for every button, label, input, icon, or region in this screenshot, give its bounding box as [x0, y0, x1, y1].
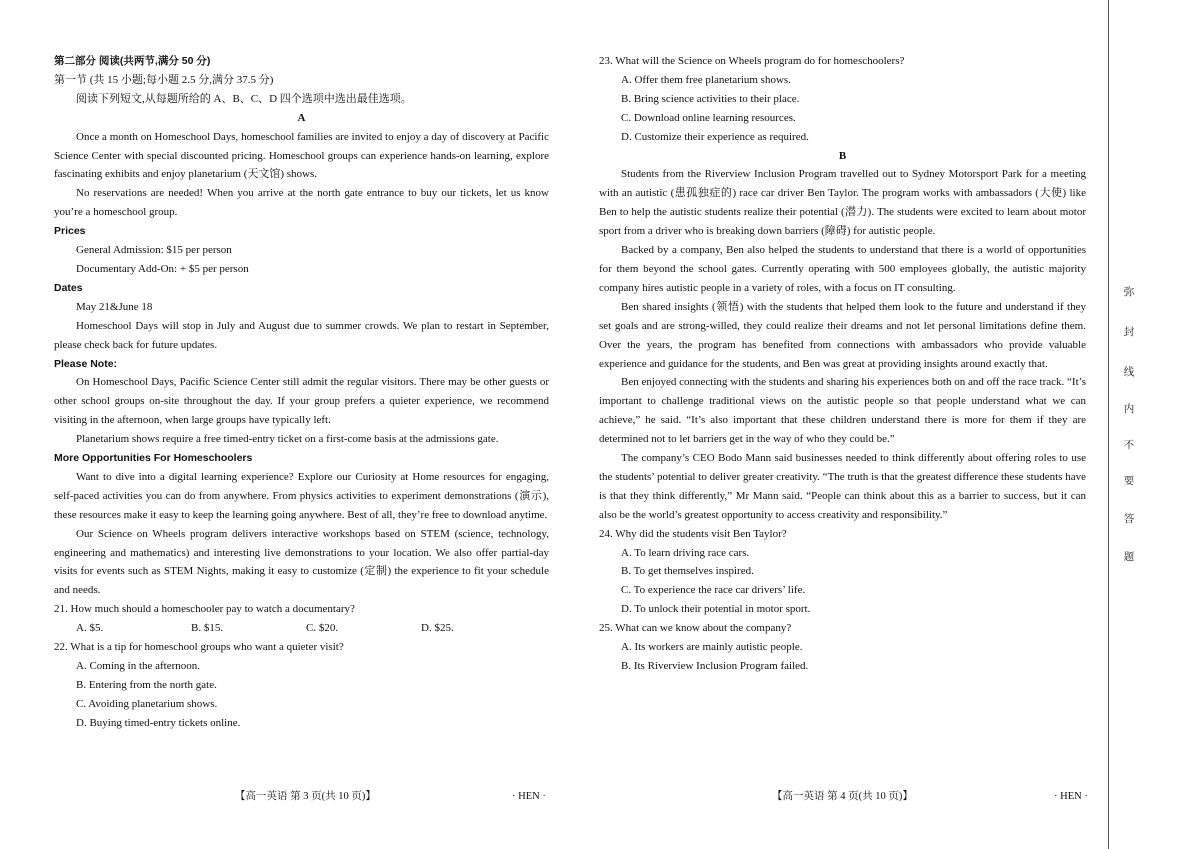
- option-b: B. Entering from the north gate.: [76, 678, 217, 691]
- page-footer-right: 【高一英语 第 4 页(共 10 页)】: [772, 791, 913, 802]
- option-c: C. To experience the race car drivers’ life.: [621, 584, 806, 597]
- question-25: 25. What can we know about the company?: [599, 622, 792, 635]
- option-a: A. Offer them free planetarium shows.: [621, 73, 791, 86]
- option-b: B. To get themselves inspired.: [621, 565, 754, 578]
- passage-a-letter: A: [297, 111, 306, 124]
- passage-b-paragraph: Students from the Riverview Inclusion Program travelled out to Sydney Motorsport Park for a meeting with an autistic (患孤独症的) race car driver Ben Taylor. The program works with ambassadors (大使) like Ben to help the autistic students realize their potential (潜力). The students were excited to learn about motor sport from a driver who is breaking down barriers (障碍) for autistic people.: [599, 168, 1086, 238]
- passage-a-paragraph: Want to dive into a digital learning experience? Explore our Curiosity at Home resources for engaging, self-paced activities you can do from anywhere. From physics activities to experiment demonstrations (演示), these resources make it easy to keep the learning going anywhere. Best of all, they’re free to download anytime.: [54, 470, 549, 521]
- subsection-title: 第一节 (共 15 小题;每小题 2.5 分,满分 37.5 分): [54, 73, 274, 86]
- option-a: A. $5.: [76, 622, 104, 635]
- question-22: 22. What is a tip for homeschool groups who want a quieter visit?: [54, 641, 344, 654]
- left-page-column: [54, 52, 549, 733]
- page-code-right: · HEN ·: [1054, 791, 1088, 802]
- page-code-left: · HEN ·: [512, 791, 546, 802]
- option-b: B. Its Riverview Inclusion Program failed.: [621, 660, 809, 672]
- option-a: A. Its workers are mainly autistic people.: [621, 641, 803, 654]
- passage-b-paragraph: Ben enjoyed connecting with the students and sharing his experiences both on and off the race track. “It’s important to challenge traditional views on the autistic people so that people understand what we can achieve,” he said. “It’s also important that these children understand there is more for them if they are determined not to let barriers get in the way of who they could be.”: [599, 376, 1086, 446]
- passage-a-paragraph: Our Science on Wheels program delivers interactive workshops based on STEM (science, technology, engineering and mathematics) and interesting live demonstrations to your location. We also offer partial-day visits for events such as STEM Nights, making it easy to customize (定制) the experience to fit your schedule and needs.: [54, 527, 549, 597]
- option-c: C. $20.: [306, 622, 339, 635]
- option-d: D. Customize their experience as required.: [621, 130, 809, 143]
- instruction: 阅读下列短文,从每题所给的 A、B、C、D 四个选项中选出最佳选项。: [76, 92, 412, 105]
- option-d: D. Buying timed-entry tickets online.: [76, 716, 241, 729]
- heading-more-opportunities: More Opportunities For Homeschoolers: [54, 452, 253, 465]
- seal-char: 要: [1123, 475, 1135, 487]
- option-a: A. To learn driving race cars.: [621, 546, 750, 559]
- heading-prices: Prices: [54, 225, 86, 238]
- seal-line: [1108, 0, 1109, 849]
- question-21: 21. How much should a homeschooler pay to watch a documentary?: [54, 603, 355, 616]
- passage-a-paragraph: On Homeschool Days, Pacific Science Center still admit the regular visitors. There may be other guests or other school groups on-site throughout the day. If your group prefers a quieter experience, we recommend visiting in the afternoon, when large groups have typically left.: [54, 376, 549, 427]
- passage-b-paragraph: Backed by a company, Ben also helped the students to understand that there is a world of opportunities for them beyond the school gates. Currently operating with 500 employees globally, the autistic majority company hires autistic people in a variety of roles, with a focus on IT consulting.: [599, 244, 1086, 294]
- question-21-options: [54, 619, 549, 638]
- price-documentary: Documentary Add-On: + $5 per person: [76, 262, 249, 275]
- passage-a-paragraph: No reservations are needed! When you arrive at the north gate entrance to buy our tickets, let us know you’re a homeschool group.: [54, 187, 549, 219]
- passage-b-paragraph: Ben shared insights (领悟) with the students that helped them look to the future and understand if they set goals and are strong-willed, they could realize their dreams and not let personal limitations define them. Over the years, the program has benefited from connections with ambassadors who provide valuable experience and guidance for the students, and Ben was great at providing insights around exactly that.: [599, 300, 1086, 370]
- passage-b-letter: B: [838, 149, 847, 162]
- passage-a-paragraph: Once a month on Homeschool Days, homeschool families are invited to enjoy a day of discovery at Pacific Science Center with special discounted pricing. Homeschool groups can experience hands-on learning, explore fascinating exhibits and enjoy planetarium (天文馆) shows.: [54, 130, 549, 181]
- passage-a-paragraph: Planetarium shows require a free timed-entry ticket on a first-come basis at the admissions gate.: [76, 433, 499, 446]
- page-footer-left: 【高一英语 第 3 页(共 10 页)】: [235, 791, 376, 802]
- passage-a-paragraph: Homeschool Days will stop in July and August due to summer crowds. We plan to restart in September, please check back for future updates.: [54, 319, 549, 351]
- seal-char: 不: [1123, 439, 1135, 451]
- option-c: C. Download online learning resources.: [621, 111, 796, 124]
- option-d: D. To unlock their potential in motor sport.: [621, 603, 811, 616]
- question-24: 24. Why did the students visit Ben Taylor?: [599, 527, 787, 540]
- passage-b-paragraph: The company’s CEO Bodo Mann said businesses needed to think differently about offering roles to use the students’ potential to deliver greater creativity. “The truth is that the greatest difference these students have is that they think differently,” Mr Mann said. “People can think about this as a barrier to success, but it can also be the world’s greatest opportunity to access creativity and responsibility.”: [599, 452, 1086, 521]
- option-d: D. $25.: [421, 622, 454, 635]
- seal-char: 封: [1123, 326, 1135, 338]
- seal-char: 题: [1123, 551, 1135, 563]
- option-b: B. $15.: [191, 622, 224, 635]
- option-a: A. Coming in the afternoon.: [76, 660, 201, 672]
- question-23: 23. What will the Science on Wheels program do for homeschoolers?: [599, 55, 905, 67]
- option-b: B. Bring science activities to their place.: [621, 92, 800, 105]
- dates-value: May 21&June 18: [76, 300, 153, 313]
- right-page-column: [599, 52, 1086, 676]
- heading-note: Please Note:: [54, 357, 118, 370]
- seal-char: 答: [1123, 513, 1135, 525]
- seal-char: 弥: [1123, 286, 1135, 298]
- price-general: General Admission: $15 per person: [76, 244, 232, 257]
- seal-char: 线: [1123, 366, 1135, 378]
- heading-dates: Dates: [54, 281, 83, 294]
- seal-char: 内: [1123, 403, 1135, 415]
- section-title: 第二部分 阅读(共两节,满分 50 分): [54, 55, 211, 67]
- option-c: C. Avoiding planetarium shows.: [76, 697, 218, 710]
